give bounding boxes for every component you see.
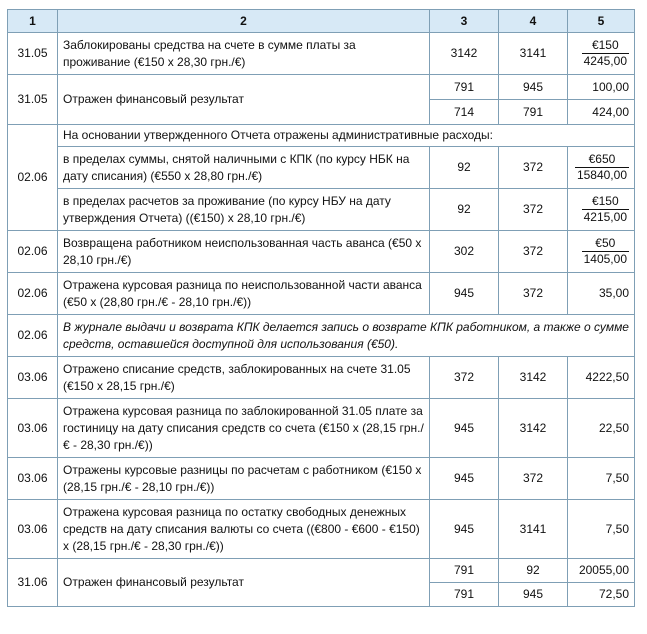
row-debit: 945: [430, 458, 499, 500]
row-amount: [568, 189, 635, 231]
table-row: [8, 125, 635, 147]
amount-currency: €150: [582, 194, 629, 210]
row-debit: 945: [430, 500, 499, 559]
amount-fraction: [582, 38, 629, 69]
row-amount: 100,00: [568, 75, 635, 100]
row-debit: 945: [430, 273, 499, 315]
header-col-1: 1: [8, 10, 58, 33]
amount-currency: €150: [582, 38, 629, 54]
row-debit: 302: [430, 231, 499, 273]
amount-uah: 4215,00: [583, 209, 627, 224]
header-col-2: 2: [58, 10, 430, 33]
row-amount: 72,50: [568, 583, 635, 607]
row-date: 03.06: [8, 458, 58, 500]
row-debit: 92: [430, 189, 499, 231]
row-description: Отражен финансовый результат: [58, 75, 430, 125]
row-date: 02.06: [8, 125, 58, 231]
row-description: Отражен финансовый результат: [58, 559, 430, 607]
row-credit: 372: [499, 231, 568, 273]
journal-table: [7, 9, 635, 607]
row-credit: 945: [499, 583, 568, 607]
row-description: в пределах расчетов за проживание (по курсу НБУ на дату утверждения Отчета) ((€150) х 28,10 грн./€): [58, 189, 430, 231]
row-description: Отражена курсовая разница по заблокированной 31.05 плате за гостиницу на дату списания средств со счета (€150 х (28,15 грн./€ - 28,30 грн./€)): [58, 399, 430, 458]
row-amount: 4222,50: [568, 357, 635, 399]
row-debit: 791: [430, 583, 499, 607]
amount-currency: €650: [575, 152, 629, 168]
amount-uah: 15840,00: [576, 167, 627, 182]
row-credit: 3142: [499, 399, 568, 458]
row-debit: 791: [430, 559, 499, 583]
row-debit: 372: [430, 357, 499, 399]
header-col-4: 4: [499, 10, 568, 33]
row-description: Возвращена работником неиспользованная часть аванса (€50 х 28,10 грн./€): [58, 231, 430, 273]
table-row: [8, 147, 635, 189]
amount-fraction: [582, 236, 629, 267]
row-date: 31.05: [8, 75, 58, 125]
row-debit: 945: [430, 399, 499, 458]
table-row: [8, 399, 635, 458]
row-debit: 791: [430, 75, 499, 100]
row-amount: 7,50: [568, 500, 635, 559]
row-description: в пределах суммы, снятой наличными с КПК (по курсу НБК на дату списания) (€550 х 28,80 грн./€): [58, 147, 430, 189]
row-date: 31.05: [8, 33, 58, 75]
amount-fraction: [575, 152, 629, 183]
row-date: 03.06: [8, 500, 58, 559]
row-description: На основании утвержденного Отчета отражены административные расходы:: [58, 125, 635, 147]
row-credit: 791: [499, 100, 568, 125]
row-description: Отражены курсовые разницы по расчетам с работником (€150 х (28,15 грн./€ - 28,10 грн./€)): [58, 458, 430, 500]
row-credit: 372: [499, 458, 568, 500]
table-row: [8, 189, 635, 231]
journal-table-wrapper: [7, 9, 635, 607]
table-row: [8, 33, 635, 75]
row-credit: 3142: [499, 357, 568, 399]
row-amount: 22,50: [568, 399, 635, 458]
row-debit: 92: [430, 147, 499, 189]
row-credit: 372: [499, 189, 568, 231]
table-row: [8, 231, 635, 273]
row-credit: 92: [499, 559, 568, 583]
table-row: [8, 75, 635, 100]
table-row: [8, 273, 635, 315]
row-description: Отражено списание средств, заблокированных на счете 31.05 (€150 х 28,15 грн./€): [58, 357, 430, 399]
row-debit: 3142: [430, 33, 499, 75]
row-credit: 3141: [499, 500, 568, 559]
row-amount: [568, 147, 635, 189]
amount-fraction: [582, 194, 629, 225]
row-date: 02.06: [8, 315, 58, 357]
row-date: 31.06: [8, 559, 58, 607]
table-row: [8, 559, 635, 583]
row-credit: 372: [499, 273, 568, 315]
header-row: [8, 10, 635, 33]
row-debit: 714: [430, 100, 499, 125]
row-amount: 35,00: [568, 273, 635, 315]
table-row: [8, 357, 635, 399]
row-date: 03.06: [8, 399, 58, 458]
header-col-3: 3: [430, 10, 499, 33]
row-note: В журнале выдачи и возврата КПК делается запись о возврате КПК работником, а также о сумме средств, оставшейся доступной для использования (€50).: [58, 315, 635, 357]
row-credit: 945: [499, 75, 568, 100]
amount-uah: 1405,00: [583, 251, 627, 266]
table-row: [8, 458, 635, 500]
row-date: 02.06: [8, 273, 58, 315]
amount-uah: 4245,00: [583, 53, 627, 68]
row-amount: 7,50: [568, 458, 635, 500]
row-date: 02.06: [8, 231, 58, 273]
row-credit: 3141: [499, 33, 568, 75]
row-description: Заблокированы средства на счете в сумме платы за проживание (€150 х 28,30 грн./€): [58, 33, 430, 75]
amount-currency: €50: [582, 236, 629, 252]
row-credit: 372: [499, 147, 568, 189]
row-description: Отражена курсовая разница по неиспользованной части аванса (€50 х (28,80 грн./€ - 28,10 грн./€)): [58, 273, 430, 315]
row-description: Отражена курсовая разница по остатку свободных денежных средств на дату списания валюты со счета ((€800 - €600 - €150) х (28,15 грн./€ - 28,30 грн./€)): [58, 500, 430, 559]
row-amount: [568, 231, 635, 273]
row-amount: [568, 33, 635, 75]
table-row: [8, 500, 635, 559]
header-col-5: 5: [568, 10, 635, 33]
row-amount: 20055,00: [568, 559, 635, 583]
row-date: 03.06: [8, 357, 58, 399]
row-amount: 424,00: [568, 100, 635, 125]
table-row: [8, 315, 635, 357]
